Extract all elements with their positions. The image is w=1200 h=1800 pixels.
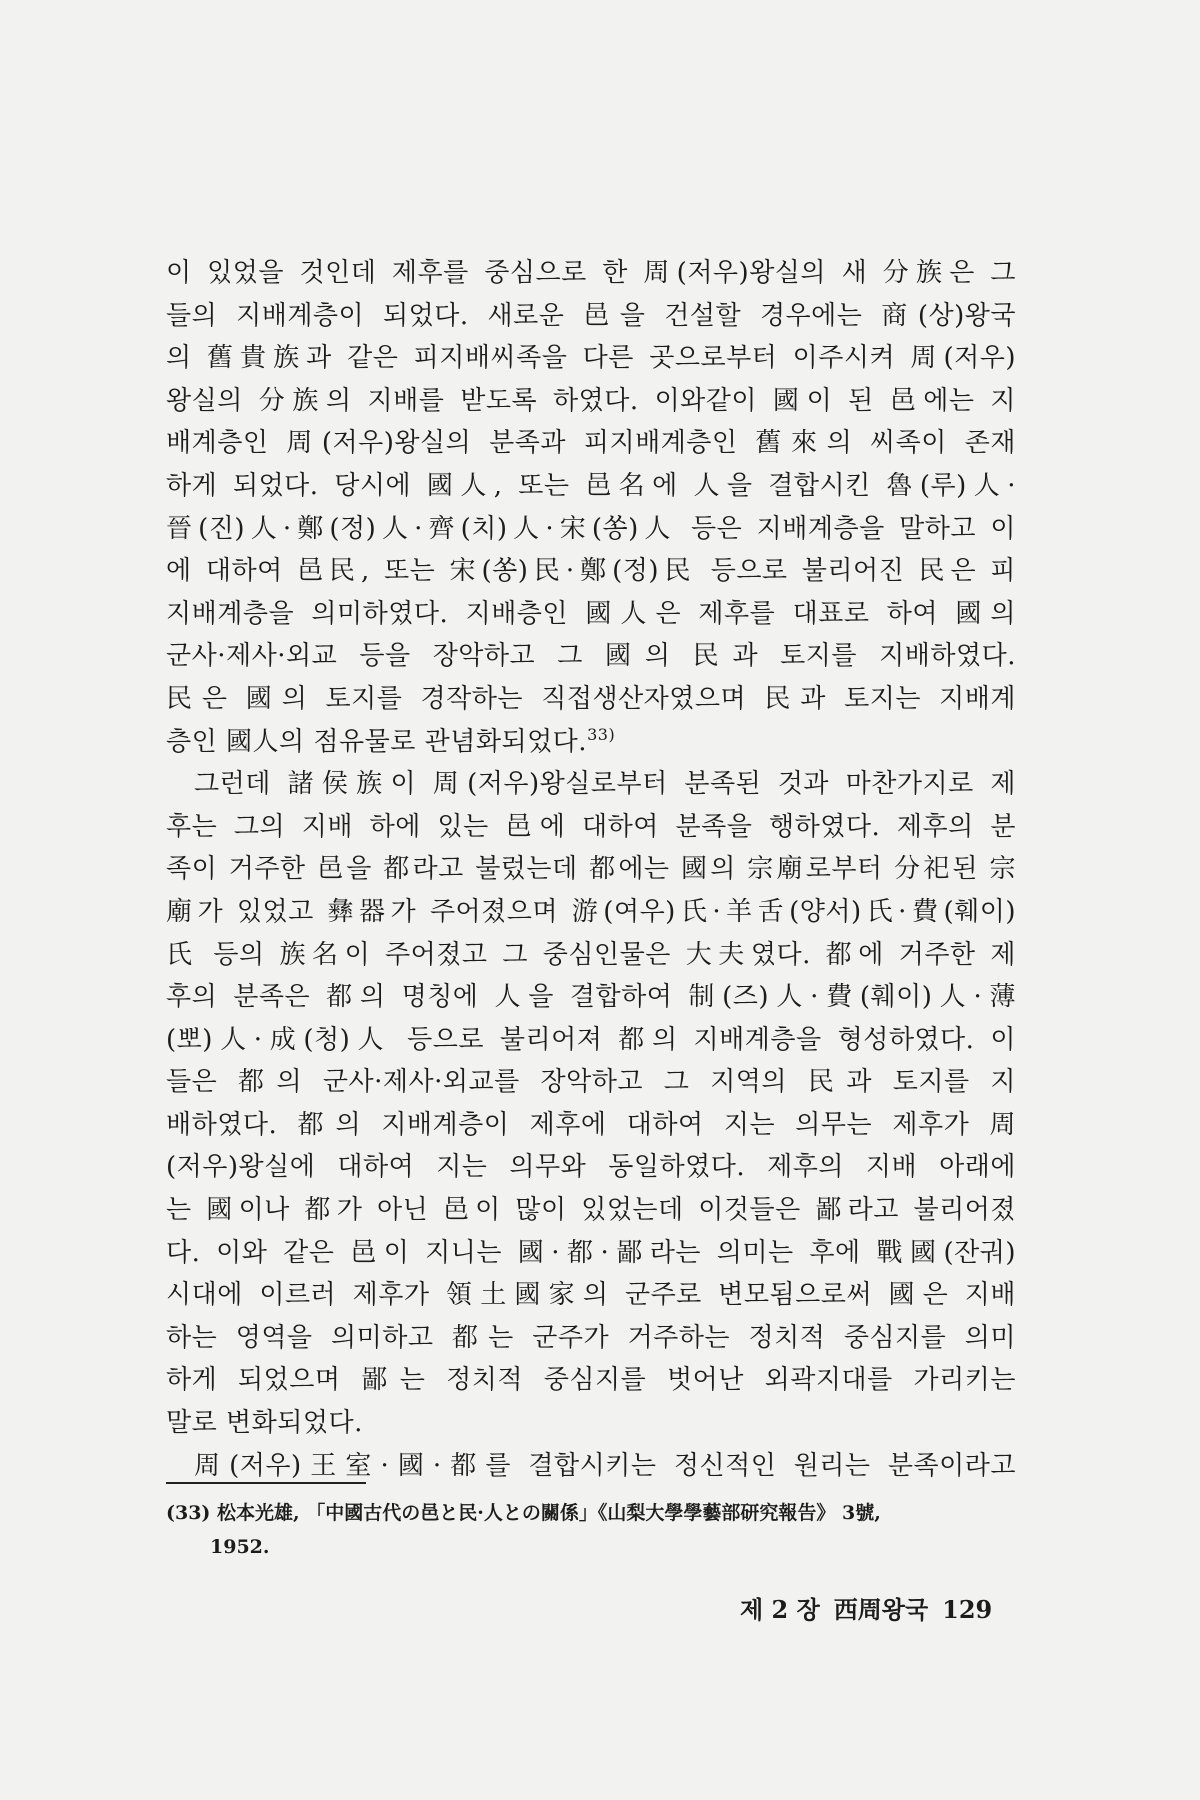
- text-line-content: 시대에 이르러 제후가 領土國家의 군주로 변모됨으로써 國은 지배: [166, 1280, 1016, 1311]
- text-line-content: 는 國이나 都가 아닌 邑이 많이 있었는데 이것들은 鄙라고 불리어졌: [166, 1195, 1016, 1226]
- text-line: [166, 1274, 1016, 1317]
- text-line-content: 지배계층을 의미하였다. 지배층인 國人은 제후를 대표로 하여 國의: [166, 598, 1016, 629]
- text-line: [166, 1232, 1016, 1275]
- text-line-content: 후의 분족은 都의 명칭에 人을 결합하여 制(즈)人·費(훼이)人·薄: [166, 982, 1016, 1013]
- text-line: [166, 721, 1016, 764]
- footnote-rule: [166, 1482, 366, 1484]
- footnote-line-1: (33) 松本光雄, 「中國古代の邑と民·人との關係」《山梨大學學藝部研究報告》 3號,: [166, 1502, 881, 1524]
- text-line: [166, 508, 1016, 551]
- text-line: [166, 1061, 1016, 1104]
- text-line: [166, 1445, 1016, 1488]
- running-footer: [740, 1590, 1040, 1625]
- text-line: [166, 1402, 1016, 1445]
- text-line: [166, 1019, 1016, 1062]
- text-line-content: 하게 되었다. 당시에 國人, 또는 邑名에 人을 결합시킨 魯(루)人·: [166, 470, 1016, 501]
- text-line-content: 이 있었을 것인데 제후를 중심으로 한 周(저우)왕실의 새 分族은 그: [166, 258, 1016, 288]
- text-line-content: 다. 이와 같은 邑이 지니는 國·都·鄙라는 의미는 후에 戰國(잔궈): [166, 1237, 1016, 1268]
- text-line-content: 족이 거주한 邑을 都라고 불렀는데 都에는 國의 宗廟로부터 分祀된 宗: [166, 854, 1016, 885]
- page-number: 129: [942, 1595, 993, 1624]
- body-text: [166, 252, 1016, 1487]
- text-line: [166, 1146, 1016, 1189]
- text-line: [166, 593, 1016, 636]
- text-line: [166, 1317, 1016, 1360]
- text-line: [166, 635, 1016, 678]
- text-line: [166, 380, 1016, 423]
- text-line: [166, 1104, 1016, 1147]
- text-line-content: 들의 지배계층이 되었다. 새로운 邑을 건설할 경우에는 商(상)왕국: [166, 300, 1016, 331]
- text-line: [166, 891, 1016, 934]
- text-line-content: 군사·제사·외교 등을 장악하고 그 國의 民과 토지를 지배하였다.: [166, 641, 1016, 672]
- text-line-content: 하게 되었으며 鄙는 정치적 중심지를 벗어난 외곽지대를 가리키는: [166, 1365, 1016, 1396]
- footnote: [166, 1496, 1016, 1564]
- text-line: [166, 976, 1016, 1019]
- text-line-content: 후는 그의 지배 하에 있는 邑에 대하여 분족을 행하였다. 제후의 분: [166, 811, 1016, 842]
- text-line: [166, 934, 1016, 977]
- text-line-content: 晉(진)人·鄭(정)人·齊(치)人·宋(쏭)人 등은 지배계층을 말하고 이: [166, 513, 1016, 544]
- text-line-content: 에 대하여 邑民, 또는 宋(쏭)民·鄭(정)民 등으로 불리어진 民은 피: [166, 556, 1016, 587]
- text-line: [166, 1189, 1016, 1232]
- text-line-content: 배하였다. 都의 지배계층이 제후에 대하여 지는 의무는 제후가 周: [166, 1109, 1016, 1140]
- text-line: [166, 678, 1016, 721]
- text-line-content: 廟가 있었고 彝器가 주어졌으며 游(여우)氏·羊舌(양서)氏·費(훼이): [166, 896, 1016, 927]
- text-line: [166, 806, 1016, 849]
- text-line: [166, 1359, 1016, 1402]
- text-line: [166, 465, 1016, 508]
- text-line-content: 들은 都의 군사·제사·외교를 장악하고 그 지역의 民과 토지를 지: [166, 1067, 1016, 1098]
- chapter-label: 제 2 장: [740, 1595, 820, 1624]
- text-line-content: 배계층인 周(저우)왕실의 분족과 피지배계층인 舊來의 씨족이 존재: [166, 428, 1016, 459]
- text-line: [166, 550, 1016, 593]
- text-line: [166, 763, 1016, 806]
- text-line-content: 그런데 諸侯族이 周(저우)왕실로부터 분족된 것과 마찬가지로 제: [194, 769, 1016, 800]
- text-line: [166, 295, 1016, 338]
- text-line-content: (저우)왕실에 대하여 지는 의무와 동일하였다. 제후의 지배 아래에: [166, 1152, 1016, 1183]
- text-line-content: 의 舊貴族과 같은 피지배씨족을 다른 곳으로부터 이주시켜 周(저우): [166, 343, 1016, 374]
- chapter-title: 西周왕국: [833, 1595, 929, 1624]
- text-line-content: 周(저우)王室·國·都를 결합시키는 정신적인 원리는 분족이라고: [194, 1450, 1016, 1481]
- text-line-content: 民은 國의 토지를 경작하는 직접생산자였으며 民과 토지는 지배계: [166, 683, 1016, 714]
- footnote-ref: 33): [587, 724, 616, 744]
- text-line-content: 왕실의 分族의 지배를 받도록 하였다. 이와같이 國이 된 邑에는 지: [166, 385, 1016, 416]
- text-line: [166, 337, 1016, 380]
- text-line: [166, 848, 1016, 891]
- text-line: [166, 252, 1016, 295]
- text-line-content: 氏 등의 族名이 주어졌고 그 중심인물은 大夫였다. 都에 거주한 제: [166, 939, 1016, 970]
- footnote-line-2: 1952.: [210, 1536, 270, 1558]
- text-line-content: 하는 영역을 의미하고 都는 군주가 거주하는 정치적 중심지를 의미: [166, 1322, 1016, 1353]
- text-line-content: (뽀)人·成(청)人 등으로 불리어져 都의 지배계층을 형성하였다. 이: [166, 1024, 1016, 1055]
- text-line-content: 층인 國人의 점유물로 관념화되었다.: [166, 726, 588, 757]
- text-line: [166, 422, 1016, 465]
- text-line-content: 말로 변화되었다.: [166, 1408, 363, 1439]
